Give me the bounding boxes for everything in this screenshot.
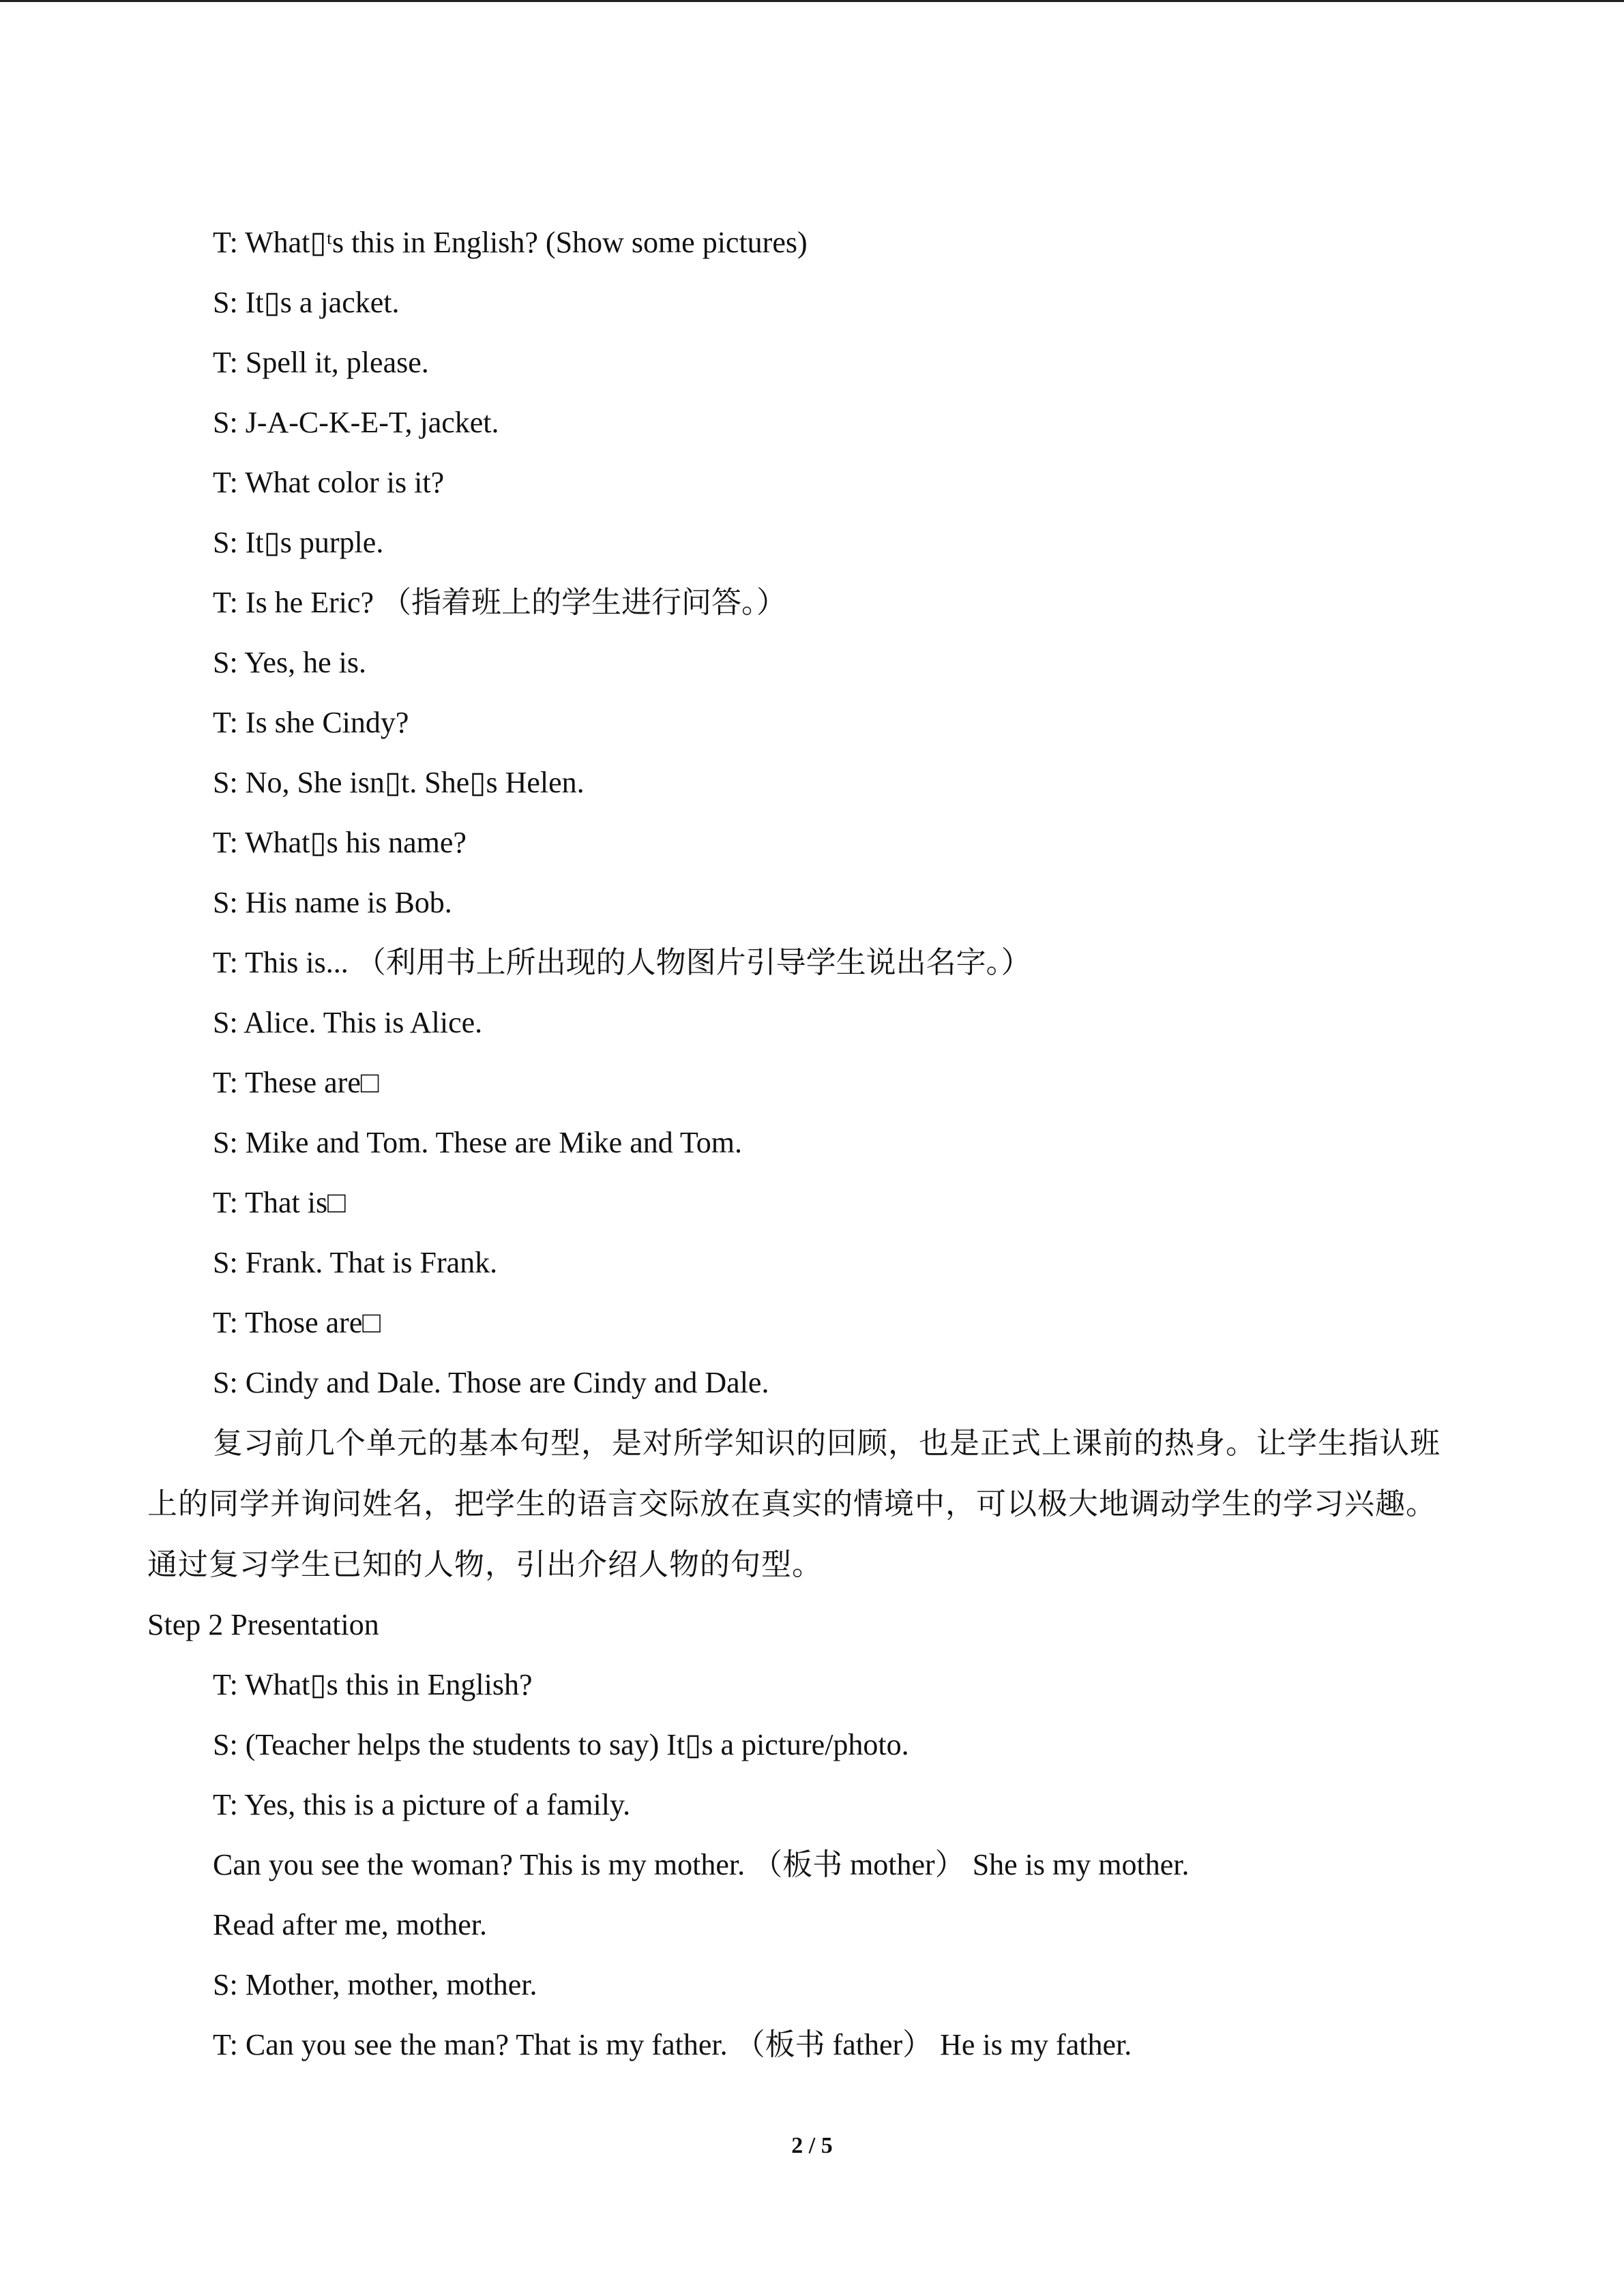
dialogue-line: S: (Teacher helps the students to say) It▯s a picture/photo. <box>213 1728 909 1761</box>
dialogue-line: T: What color is it? <box>213 466 445 499</box>
dialogue-line: S: His name is Bob. <box>213 886 452 919</box>
dialogue-line: T: Those are□ <box>213 1306 381 1339</box>
dialogue-line: S: Alice. This is Alice. <box>213 1006 483 1039</box>
commentary-paragraph: 复习前几个单元的基本句型，是对所学知识的回顾，也是正式上课前的热身。让学生指认班上的同学并询问姓名，把学生的语言交际放在真实的情境中，可以极大地调动学生的学习兴趣。通过复习学生已知的人物，引出介绍人物的句型。 <box>147 1427 1441 1581</box>
dialogue-line: S: Yes, he is. <box>213 646 366 679</box>
document-body <box>147 213 1464 2075</box>
dialogue-line: S: Mother, mother, mother. <box>213 1968 537 2001</box>
dialogue-line: S: Frank. That is Frank. <box>213 1246 498 1279</box>
dialogue-line: S: Cindy and Dale. Those are Cindy and Dale. <box>213 1366 769 1399</box>
dialogue-line: S: Mike and Tom. These are Mike and Tom. <box>213 1126 742 1159</box>
dialogue-line: T: Yes, this is a picture of a family. <box>213 1788 631 1821</box>
dialogue-line: T: What▯s his name? <box>213 826 467 859</box>
dialogue-line: T: What▯s this in English? <box>213 1668 533 1701</box>
dialogue-line: T: Is she Cindy? <box>213 706 409 739</box>
dialogue-line: S: No, She isn▯t. She▯s Helen. <box>213 766 585 799</box>
step-heading: Step 2 Presentation <box>147 1608 379 1641</box>
dialogue-line: T: Spell it, please. <box>213 346 429 379</box>
dialogue-line: Can you see the woman? This is my mother. （板书 mother） She is my mother. <box>213 1848 1190 1881</box>
page-number: 2 / 5 <box>791 2133 833 2158</box>
dialogue-line: S: It▯s a jacket. <box>213 286 400 319</box>
dialogue-line: T: These are□ <box>213 1066 379 1099</box>
dialogue-line: T: That is□ <box>213 1186 346 1219</box>
dialogue-line: T: This is... （利用书上所出现的人物图片引导学生说出名字。） <box>213 946 1031 979</box>
top-border <box>0 0 1624 2</box>
dialogue-line: S: J-A-C-K-E-T, jacket. <box>213 406 499 439</box>
dialogue-line: T: Is he Eric? （指着班上的学生进行问答。） <box>213 586 787 619</box>
dialogue-line: T: What▯ᵗs this in English? (Show some pictures) <box>213 226 808 259</box>
dialogue-line: T: Can you see the man? That is my father. （板书 father） He is my father. <box>213 2028 1132 2061</box>
dialogue-line: S: It▯s purple. <box>213 526 384 559</box>
dialogue-line: Read after me, mother. <box>213 1908 487 1941</box>
